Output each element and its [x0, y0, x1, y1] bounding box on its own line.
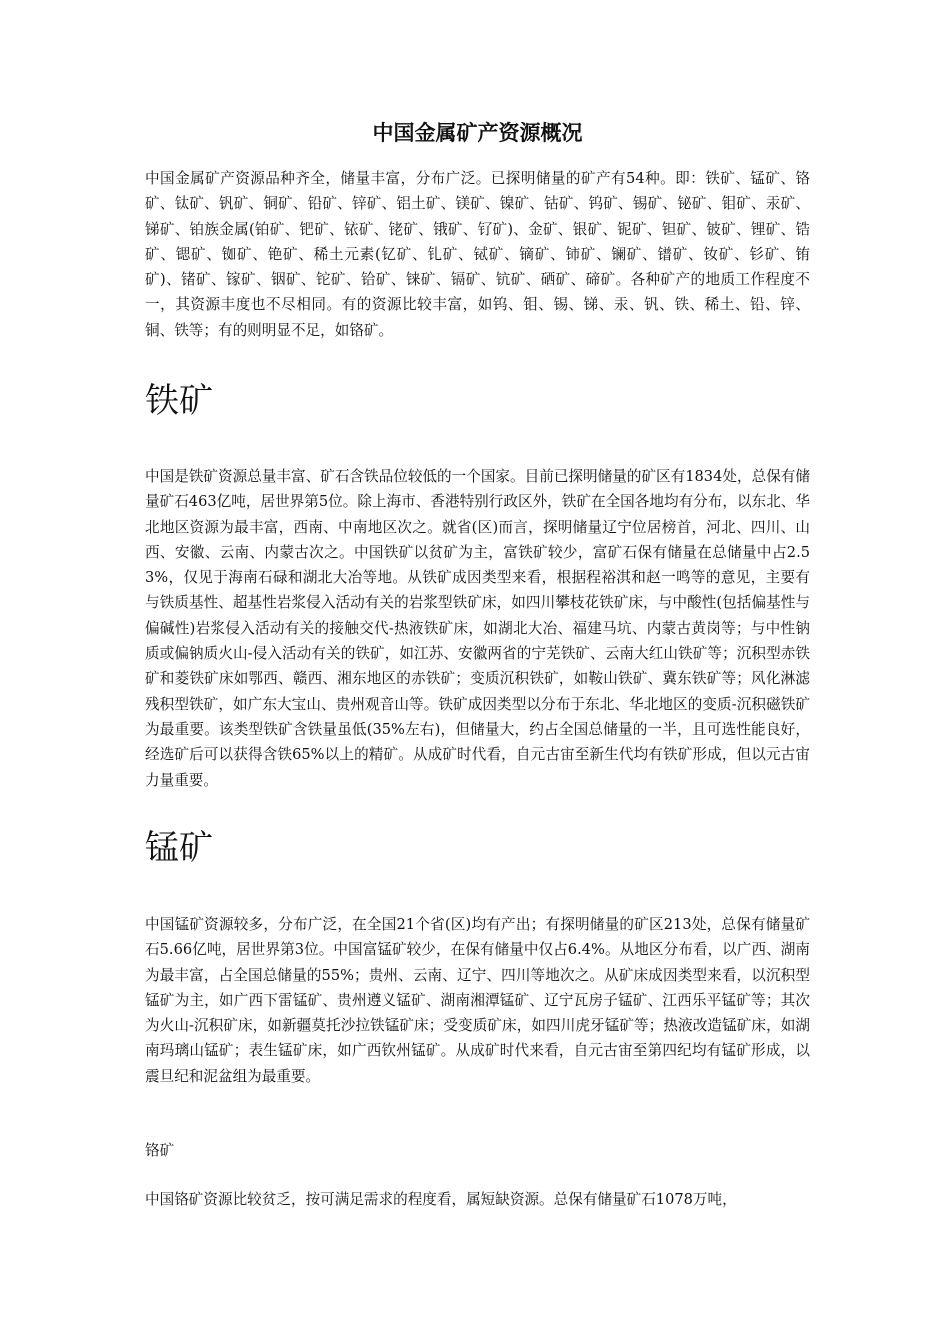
section-heading-iron: 铁矿	[145, 381, 213, 421]
document-title: 中国金属矿产资源概况	[372, 121, 583, 145]
manganese-paragraph: 中国锰矿资源较多，分布广泛，在全国21个省(区)均有产出；有探明储量的矿区213处，总保有储量矿石5.66亿吨，居世界第3位。中国富锰矿较少，在保有储量中仅占6.4%。从地区分布看，以广西、湖南为最丰富，占全国总储量的55%；贵州、云南、辽宁、四川等地次之。从矿床成因类型来看，以沉积型锰矿为主，如广西下雷锰矿、贵州遵义锰矿、湖南湘潭锰矿、辽宁瓦房子锰矿、江西乐平锰矿等；其次为火山-沉积矿床，如新疆莫托沙拉铁锰矿床；受变质矿床，如四川虎牙锰矿等；热液改造锰矿床，如湖南玛璃山锰矿；表生锰矿床，如广西钦州锰矿。从成矿时代来看，自元古宙至第四纪均有锰矿形成，以震旦纪和泥盆组为最重要。	[145, 916, 810, 1085]
section-heading-manganese: 锰矿	[145, 828, 213, 868]
iron-paragraph: 中国是铁矿资源总量丰富、矿石含铁品位较低的一个国家。目前已探明储量的矿区有1834处，总保有储量矿石463亿吨，居世界第5位。除上海市、香港特别行政区外，铁矿在全国各地均有分布，以东北、华北地区资源为最丰富，西南、中南地区次之。就省(区)而言，探明储量辽宁位居榜首，河北、四川、山西、安徽、云南、内蒙古次之。中国铁矿以贫矿为主，富铁矿较少，富矿石保有储量在总储量中占2.53%，仅见于海南石碌和湖北大冶等地。从铁矿成因类型来看，根据程裕淇和赵一鸣等的意见，主要有与铁质基性、超基性岩浆侵入活动有关的岩浆型铁矿床，如四川攀枝花铁矿床，与中酸性(包括偏基性与偏碱性)岩浆侵入活动有关的接触交代-热液铁矿床，如湖北大冶、福建马坑、内蒙古黄岗等；与中性钠质或偏钠质火山-侵入活动有关的铁矿，如江苏、安徽两省的宁芜铁矿、云南大红山铁矿等；沉积型赤铁矿和菱铁矿床如鄂西、赣西、湘东地区的赤铁矿；变质沉积铁矿，如鞍山铁矿、冀东铁矿等；风化淋滤残积型铁矿，如广东大宝山、贵州观音山等。铁矿成因类型以分布于东北、华北地区的变质-沉积磁铁矿为最重要。该类型铁矿含铁量虽低(35%左右)，但储量大，约占全国总储量的一半，且可选性能良好，经选矿后可以获得含铁65%以上的精矿。从成矿时代看，自元古宙至新生代均有铁矿形成，但以元古宙力量重要。	[145, 468, 810, 789]
chromium-paragraph: 中国铬矿资源比较贫乏，按可满足需求的程度看，属短缺资源。总保有储量矿石1078万吨，	[145, 1191, 737, 1208]
section-heading-chromium: 铬矿	[145, 1142, 175, 1159]
intro-paragraph: 中国金属矿产资源品种齐全，储量丰富，分布广泛。已探明储量的矿产有54种。即：铁矿、锰矿、铬矿、钛矿、钒矿、铜矿、铅矿、锌矿、铝土矿、镁矿、镍矿、钴矿、钨矿、锡矿、铋矿、钼矿、汞矿、锑矿、铂族金属(铂矿、钯矿、铱矿、铑矿、锇矿、钌矿)、金矿、银矿、铌矿、钽矿、铍矿、锂矿、锆矿、锶矿、铷矿、铯矿、稀土元素(钇矿、钆矿、铽矿、镝矿、铈矿、镧矿、镨矿、钕矿、钐矿、铕矿)、锗矿、镓矿、铟矿、铊矿、铪矿、铼矿、镉矿、钪矿、硒矿、碲矿。各种矿产的地质工作程度不一，其资源丰度也不尽相同。有的资源比较丰富，如钨、钼、锡、锑、汞、钒、铁、稀土、铅、锌、铜、铁等；有的则明显不足，如铬矿。	[145, 170, 810, 339]
